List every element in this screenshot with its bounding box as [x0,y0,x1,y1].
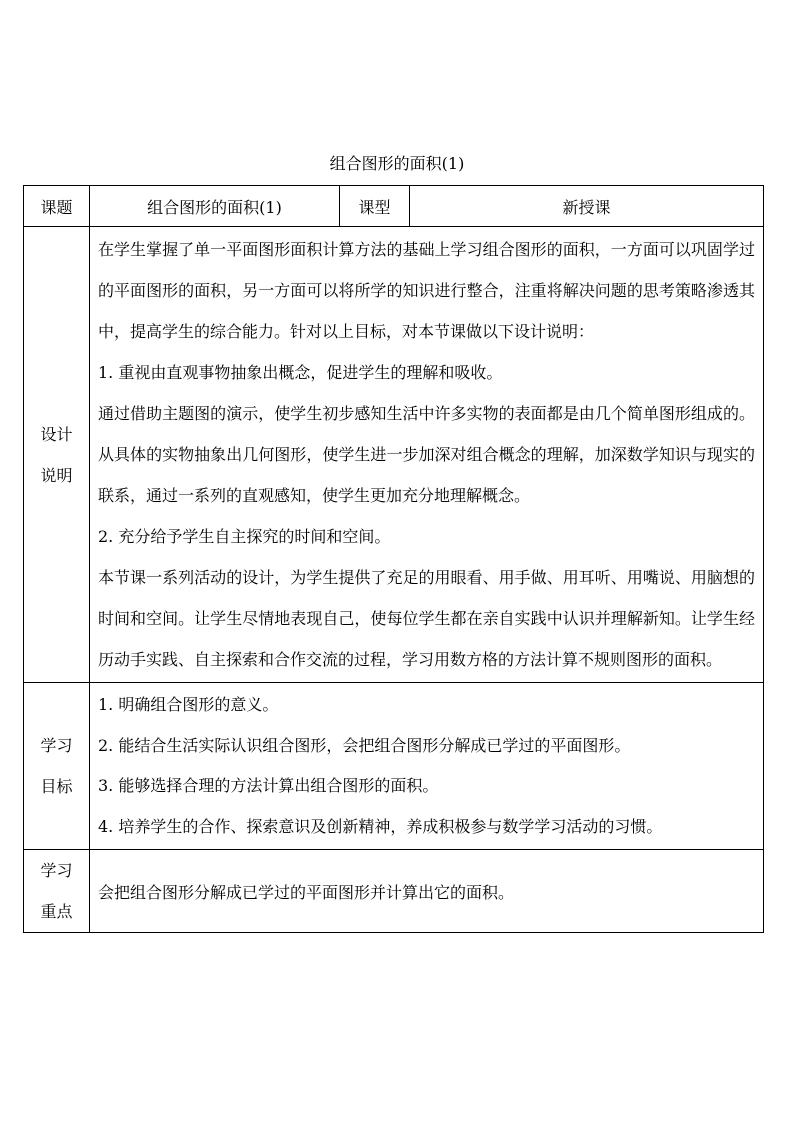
course-label: 课题 [24,186,90,227]
keypoint-content: 会把组合图形分解成已学过的平面图形并计算出它的面积。 [90,850,764,933]
design-content [90,227,764,683]
goal-item: 1. 明确组合图形的意义。 [98,695,279,714]
page-title: 组合图形的面积(1) [329,154,465,173]
design-point-1: 1. 重视由直观事物抽象出概念，促进学生的理解和吸收。 [98,363,503,382]
keypoint-row [24,850,764,933]
design-label [24,227,90,683]
design-paragraph: 在学生掌握了单一平面图形面积计算方法的基础上学习组合图形的面积，一方面可以巩固学过的平面图形的面积，另一方面可以将所学的知识进行整合，注重将解决问题的思考策略渗透其中，提高学生的综合能力。针对以上目标，对本节课做以下设计说明： [98,240,755,341]
keypoint-label-line1: 学习 [40,861,73,880]
design-row [24,227,764,683]
goals-label [24,683,90,850]
header-row [24,186,764,227]
goal-item: 2. 能结合生活实际认识组合图形，会把组合图形分解成已学过的平面图形。 [98,735,631,755]
goals-label-line1: 学习 [40,736,73,755]
design-paragraph: 本节课一系列活动的设计，为学生提供了充足的用眼看、用手做、用耳听、用嘴说、用脑想的时间和空间。让学生尽情地表现自己，使每位学生都在亲自实践中认识并理解新知。让学生经历动手实践、自主探索和合作交流的过程，学习用数方格的方法计算不规则图形的面积。 [98,568,755,669]
design-paragraph: 通过借助主题图的演示，使学生初步感知生活中许多实物的表面都是由几个简单图形组成的。从具体的实物抽象出几何图形，使学生进一步加深对组合概念的理解，加深数学知识与现实的联系，通过一系列的直观感知，使学生更加充分地理解概念。 [98,404,755,505]
goals-label-line2: 目标 [40,777,73,796]
design-label-line2: 说明 [40,465,73,485]
goals-row [24,683,764,850]
design-label-line1: 设计 [40,424,73,444]
goals-content [90,683,764,850]
course-title: 组合图形的面积(1) [90,186,340,227]
lesson-plan-table [23,185,764,933]
keypoint-label-line2: 重点 [40,902,73,921]
type-value: 新授课 [410,186,764,227]
goal-item: 3. 能够选择合理的方法计算出组合图形的面积。 [98,776,439,795]
goal-item: 4. 培养学生的合作、探索意识及创新精神，养成积极参与数学学习活动的习惯。 [98,816,663,836]
keypoint-label [24,850,90,933]
type-label: 课型 [340,186,410,227]
design-point-2: 2. 充分给予学生自主探究的时间和空间。 [98,527,391,546]
